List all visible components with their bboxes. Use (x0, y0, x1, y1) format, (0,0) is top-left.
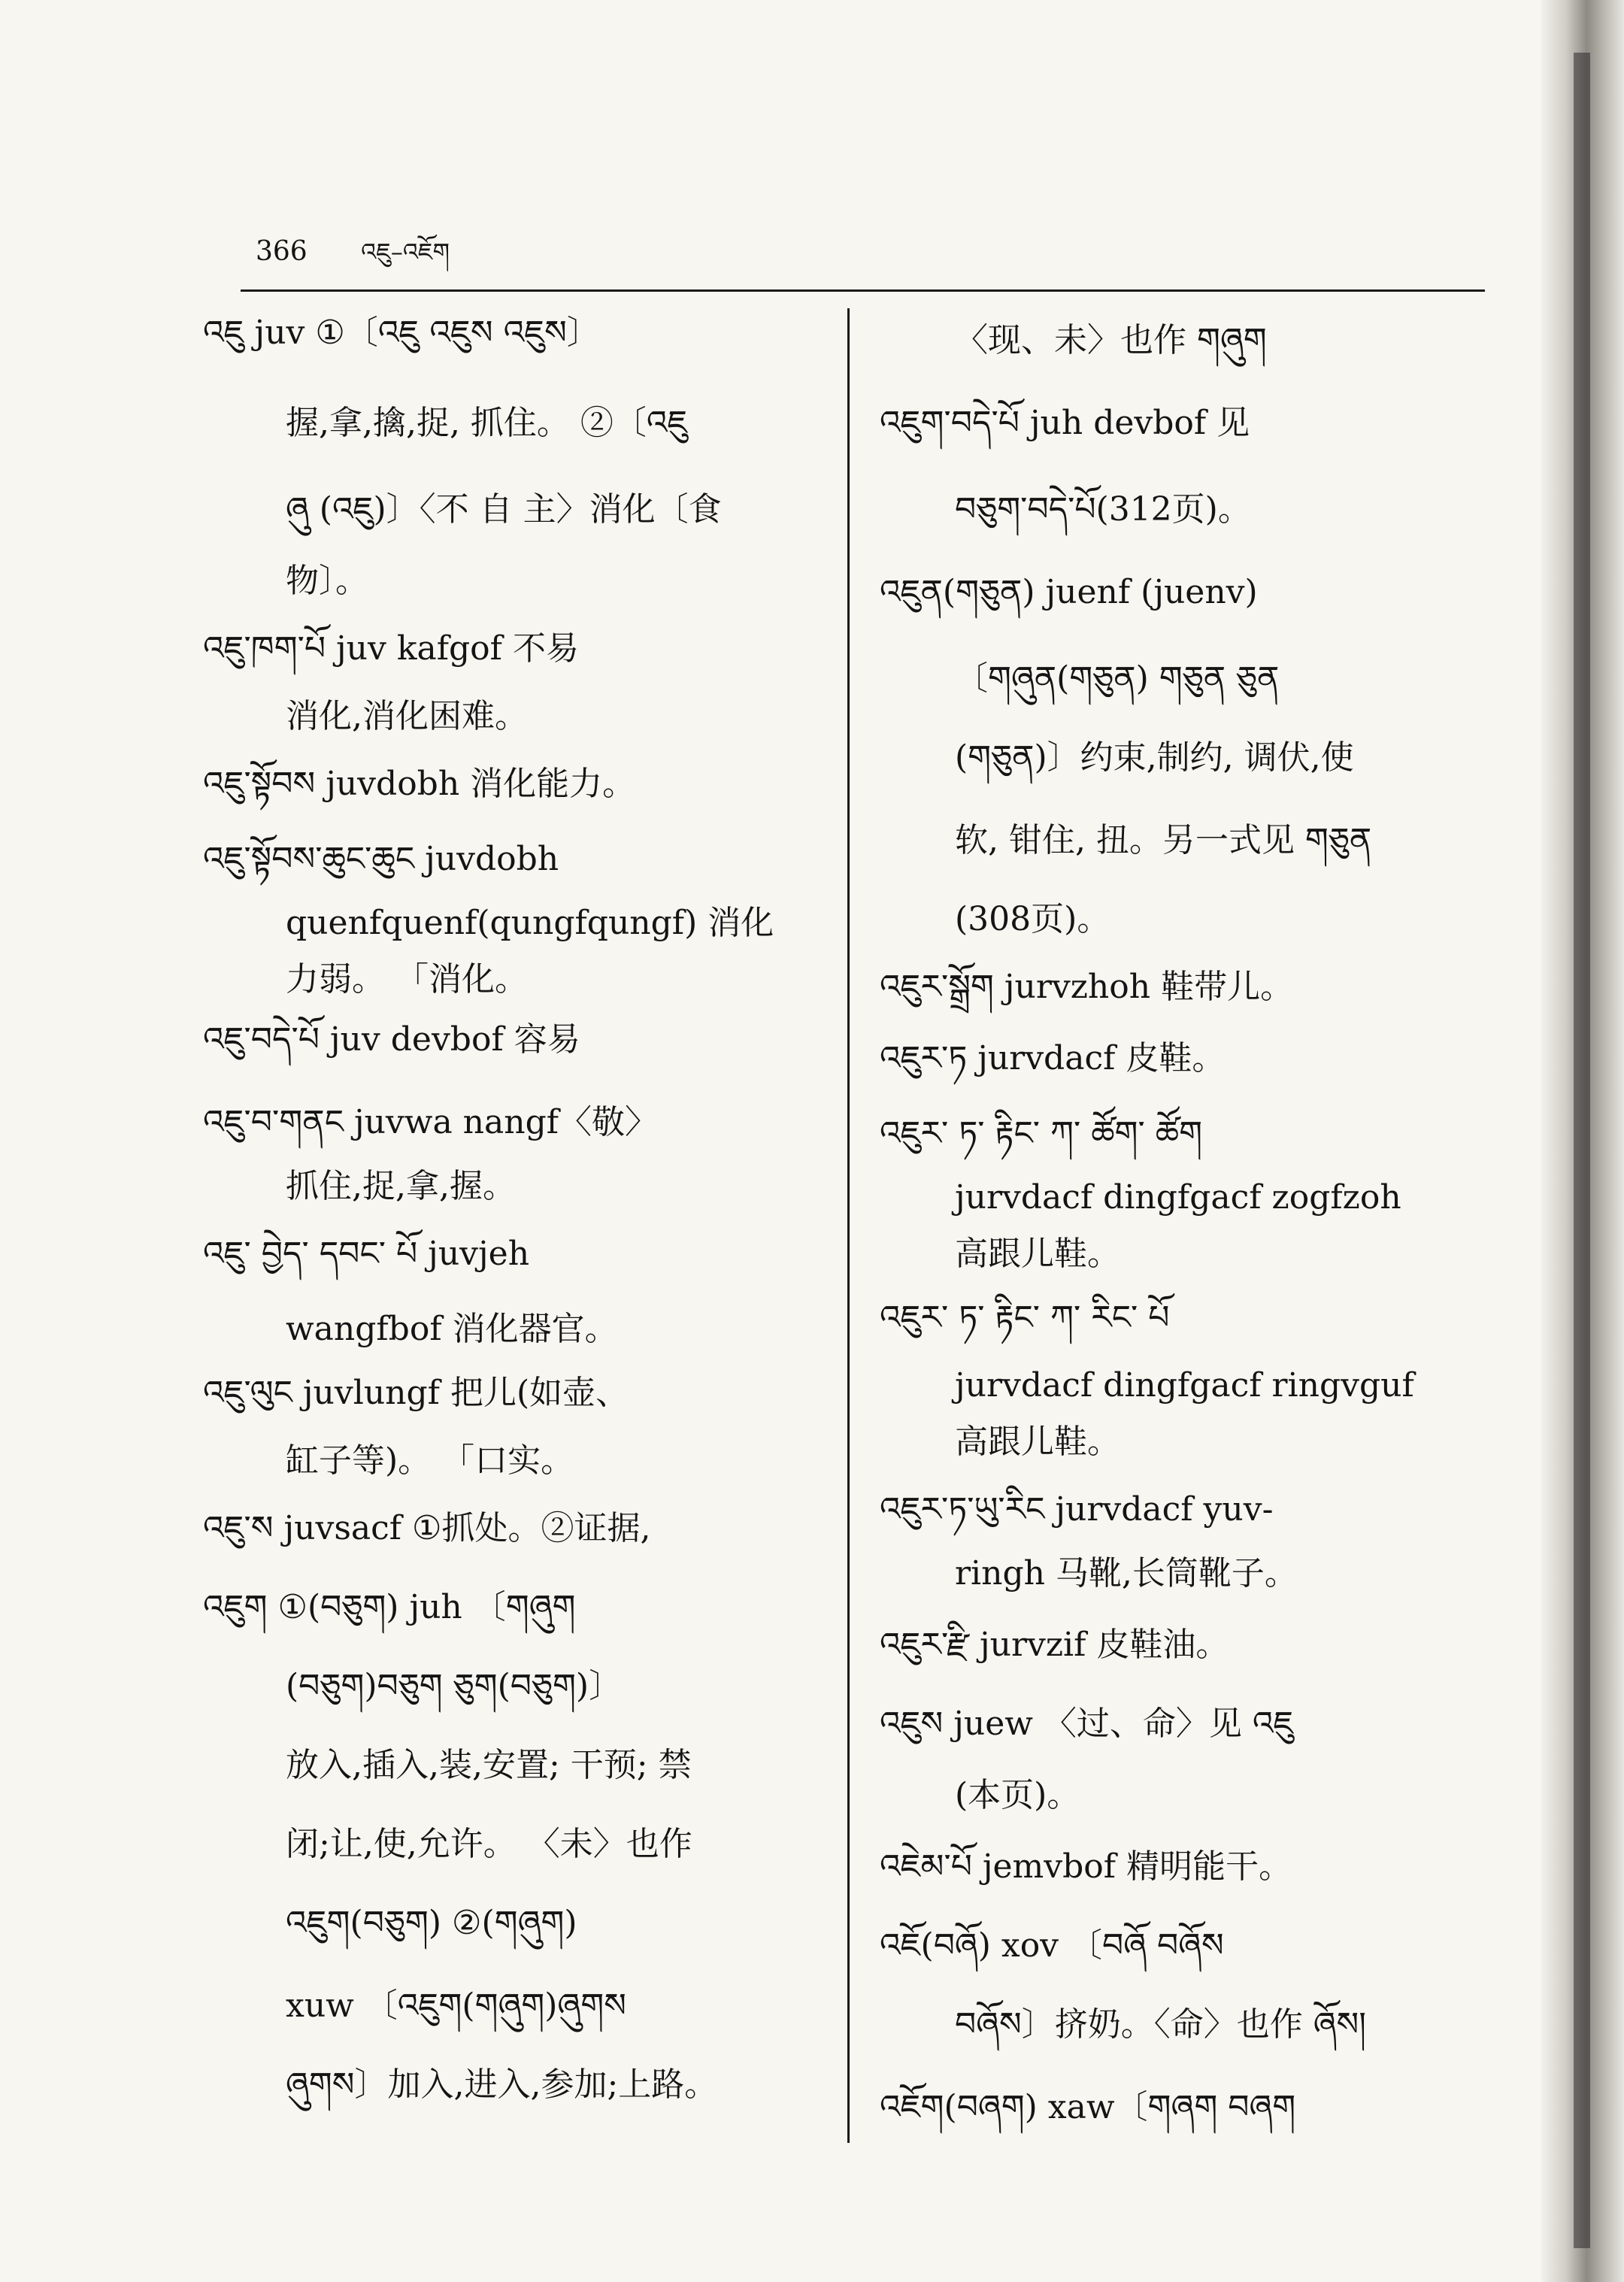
entry-line: 抓住,捉,拿,握。 (286, 1167, 516, 1205)
entry-line: འཇུ juv ①〔འཇུ འཇུས འཇུས〕 (203, 314, 600, 352)
column-divider (847, 308, 850, 2143)
entry-line: ringh 马靴,长筒靴子。 (955, 1554, 1298, 1593)
entry-line: བཞོས〕挤奶。〈命〉也作 ཞོས། (955, 2005, 1366, 2044)
entry-line: འཇོ(བཞོ) xov 〔བཞོ བཞོས (880, 1926, 1224, 1965)
entry-line: འཇུ་བ་གནང juvwa nangf〈敬〉 (203, 1103, 659, 1141)
entry-line: jurvdacf dingfgacf zogfzoh (955, 1178, 1401, 1217)
entry-line: འཇུ་ བྱེད་ དབང་ པོ juvjeh (203, 1235, 530, 1273)
entry-line: བཅུག་བདེ་པོ(312页)。 (955, 490, 1251, 529)
entry-line: (བཅུག)བཅུག ཅུག(བཅུག)〕 (286, 1667, 623, 1705)
entry-line: འཇུ་སྟོབས juvdobh 消化能力。 (203, 765, 636, 803)
entry-line: 〈现、未〉也作 གཞུག (955, 321, 1267, 359)
entry-line: འཇོག(བཞག) xaw〔གཞག བཞག (880, 2088, 1296, 2126)
entry-line: 〔གཞུན(གཅུན) གཅུན ཅུན (955, 659, 1280, 698)
entry-line: 力弱。 「消化。 (286, 960, 528, 999)
entry-line: འཇེམ་པོ jemvbof 精明能干。 (880, 1847, 1292, 1886)
page-number: 366 (256, 236, 308, 267)
entry-line: འཇུ་ཁག་པོ juv kafgof 不易 (203, 629, 579, 668)
entry-line: འཇུག(བཅུག) ②(གཞུག) (286, 1904, 577, 1942)
entry-line: འཇུག ①(བཅུག) juh 〔གཞུག (203, 1588, 576, 1626)
entry-line: འཇུར་ཏ་ཡུ་རིང jurvdacf yuv- (880, 1490, 1274, 1529)
entry-line: 闭;让,使,允许。 〈未〉也作 (286, 1825, 692, 1863)
entry-line: འཇུར་སྒྲོག jurvzhoh 鞋带儿。 (880, 968, 1294, 1006)
entry-line: 放入,插入,装,安置; 干预; 禁 (286, 1746, 692, 1784)
entry-line: 软, 钳住, 扭。另一式见 གཅུན (955, 821, 1372, 859)
entry-line: quenfquenf(qungfqungf) 消化 (286, 904, 774, 942)
page-header (256, 226, 450, 293)
entry-line: wangfbof 消化器官。 (286, 1310, 618, 1348)
entry-line: (本页)。 (955, 1776, 1080, 1814)
entry-line: 消化,消化困难。 (286, 697, 528, 735)
entry-line: འཇུ་སྟོབས་ཆུང་ཆུང juvdobh (203, 840, 559, 878)
entry-line: འཇུག་བདེ་པོ juh devbof 见 (880, 404, 1250, 442)
entry-line: xuw 〔འཇུག(གཞུག)ཞུགས (286, 1987, 626, 2025)
running-head: འཇུ–འཇོག (361, 238, 450, 266)
entry-line: འཇུ་ལུང juvlungf 把儿(如壶、 (203, 1374, 629, 1412)
entry-line: འཇུ་བདེ་པོ juv devbof 容易 (203, 1020, 580, 1059)
entry-line: (གཅུན)〕约束,制约, 调伏,使 (955, 738, 1354, 777)
entry-line: ཞུ (འཇུ)〕〈不 自 主〉消化〔食 (286, 490, 722, 529)
entry-line: 缸子等)。 「口实。 (286, 1441, 574, 1480)
entry-line: འཇུར་ ཏ་ རྟིང་ ཀ་ ཚོག་ ཚོག (880, 1114, 1203, 1153)
entry-line: 高跟儿鞋。 (955, 1235, 1120, 1273)
entry-line: ཞུགས〕加入,进入,参加;上路。 (286, 2065, 718, 2104)
header-rule (241, 289, 1485, 292)
entry-line: 高跟儿鞋。 (955, 1423, 1120, 1461)
entry-line: 物〕。 (286, 562, 368, 600)
entry-line: (308页)。 (955, 900, 1110, 938)
entry-line: འཇུར་ཏ jurvdacf 皮鞋。 (880, 1039, 1226, 1077)
binding-shadow (1574, 53, 1590, 2248)
entry-line: འཇུ་ས juvsacf ①抓处。②证据, (203, 1509, 651, 1547)
entry-line: འཇུར་ ཏ་ རྟིང་ ཀ་ རིང་ པོ (880, 1299, 1170, 1337)
entry-line: འཇུས juew 〈过、命〉见 འཇུ (880, 1705, 1294, 1743)
entry-line: 握,拿,擒,捉, 抓住。 ②〔འཇུ (286, 404, 688, 442)
entry-line: འཇུན(གཅུན) juenf (juenv) (880, 573, 1258, 611)
entry-line: jurvdacf dingfgacf ringvguf (955, 1366, 1414, 1405)
entry-line: འཇུར་རྫི jurvzif 皮鞋油。 (880, 1626, 1229, 1664)
